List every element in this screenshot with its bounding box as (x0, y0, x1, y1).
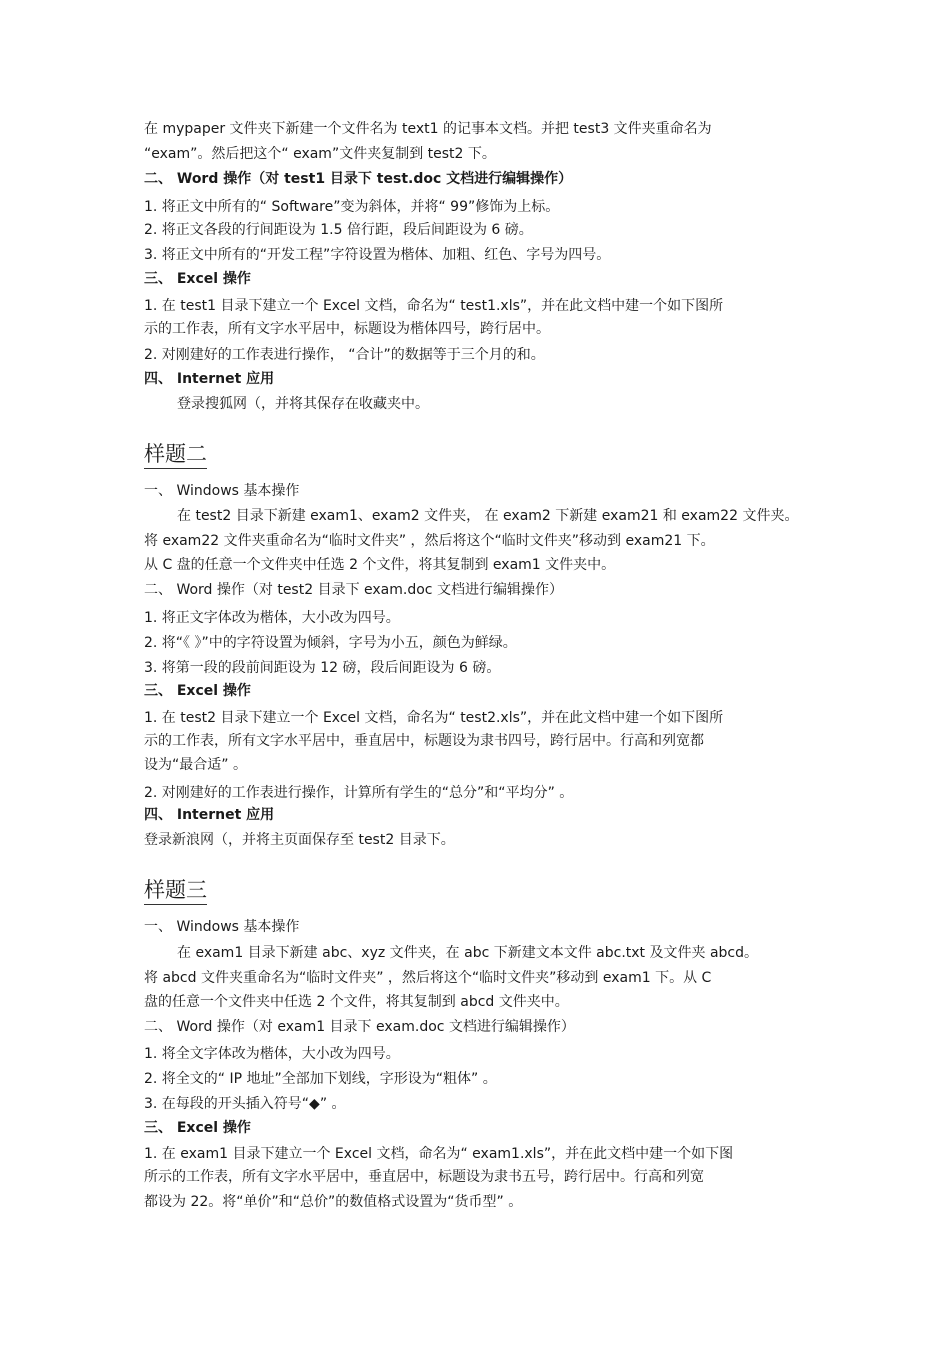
list-item: 都设为 22。将“单价”和“总价”的数值格式设置为“货币型” 。 (144, 1194, 523, 1210)
list-item: 2. 对刚建好的工作表进行操作，计算所有学生的“总分”和“平均分” 。 (144, 785, 574, 801)
list-item: 1. 在 exam1 目录下建立一个 Excel 文档，命名为“ exam1.xls”，并在此文档中建一个如下图 (144, 1146, 734, 1162)
list-item: 1. 将正文字体改为楷体，大小改为四号。 (144, 610, 400, 626)
list-item: 2. 将“《 》”中的字符设置为倾斜，字号为小五，颜色为鲜绿。 (144, 635, 517, 651)
section-heading-excel: 三、 Excel 操作 (144, 1120, 251, 1136)
list-item: 1. 在 test2 目录下建立一个 Excel 文档，命名为“ test2.xls”，并在此文档中建一个如下图所 (144, 710, 724, 726)
paragraph-line: 在 test2 目录下新建 exam1、exam2 文件夹， 在 exam2 下新建 exam21 和 exam22 文件夹。 (177, 508, 799, 524)
list-item: 所示的工作表，所有文字水平居中，垂直居中，标题设为隶书五号，跨行居中。行高和列宽 (144, 1169, 704, 1185)
paragraph-line: 盘的任意一个文件夹中任选 2 个文件，将其复制到 abcd 文件夹中。 (144, 994, 569, 1010)
list-item: 设为“最合适” 。 (144, 757, 247, 773)
section-heading-windows: 一、 Windows 基本操作 (144, 919, 300, 935)
section-heading-windows: 一、 Windows 基本操作 (144, 483, 300, 499)
list-item: 2. 将全文的“ IP 地址”全部加下划线，字形设为“粗体” 。 (144, 1071, 497, 1087)
section-heading-excel: 三、 Excel 操作 (144, 683, 251, 699)
list-item: 示的工作表，所有文字水平居中，标题设为楷体四号，跨行居中。 (144, 321, 550, 337)
section-heading-word: 二、 Word 操作（对 test2 目录下 exam.doc 文档进行编辑操作） (144, 582, 563, 598)
paragraph-line: 将 abcd 文件夹重命名为“临时文件夹” ，然后将这个“临时文件夹”移动到 exam1 下。从 C (144, 970, 712, 986)
section-heading-word: 二、 Word 操作（对 test1 目录下 test.doc 文档进行编辑操作） (144, 171, 573, 187)
paragraph-line: “exam”。然后把这个“ exam”文件夹复制到 test2 下。 (144, 146, 496, 162)
list-item: 3. 将第一段的段前间距设为 12 磅，段后间距设为 6 磅。 (144, 660, 501, 676)
section-heading-internet: 四、 Internet 应用 (144, 371, 275, 387)
list-item: 2. 对刚建好的工作表进行操作， “合计”的数据等于三个月的和。 (144, 347, 545, 363)
list-item: 1. 将正文中所有的“ Software”变为斜体，并将“ 99”修饰为上标。 (144, 199, 560, 215)
paragraph-line: 登录新浪网（，并将主页面保存至 test2 目录下。 (144, 832, 455, 848)
sample-title-3: 样题三 (144, 877, 207, 905)
section-heading-word: 二、 Word 操作（对 exam1 目录下 exam.doc 文档进行编辑操作） (144, 1019, 575, 1035)
paragraph-line: 在 mypaper 文件夹下新建一个文件名为 text1 的记事本文档。并把 test3 文件夹重命名为 (144, 121, 712, 137)
list-item: 示的工作表，所有文字水平居中，垂直居中，标题设为隶书四号，跨行居中。行高和列宽都 (144, 733, 704, 749)
list-item: 1. 将全文字体改为楷体，大小改为四号。 (144, 1046, 400, 1062)
list-item: 2. 将正文各段的行间距设为 1.5 倍行距，段后间距设为 6 磅。 (144, 222, 533, 238)
list-item: 3. 在每段的开头插入符号“◆” 。 (144, 1096, 346, 1112)
section-heading-internet: 四、 Internet 应用 (144, 807, 275, 823)
paragraph-line: 将 exam22 文件夹重命名为“临时文件夹” ，然后将这个“临时文件夹”移动到 exam21 下。 (144, 533, 715, 549)
paragraph-line: 登录搜狐网（，并将其保存在收藏夹中。 (177, 396, 429, 412)
paragraph-line: 在 exam1 目录下新建 abc、xyz 文件夹，在 abc 下新建文本文件 abc.txt 及文件夹 abcd。 (177, 945, 758, 961)
list-item: 3. 将正文中所有的“开发工程”字符设置为楷体、加粗、红色、字号为四号。 (144, 247, 611, 263)
paragraph-line: 从 C 盘的任意一个文件夹中任选 2 个文件，将其复制到 exam1 文件夹中。 (144, 557, 616, 573)
list-item: 1. 在 test1 目录下建立一个 Excel 文档，命名为“ test1.xls”，并在此文档中建一个如下图所 (144, 298, 724, 314)
sample-title-2: 样题二 (144, 441, 207, 469)
section-heading-excel: 三、 Excel 操作 (144, 271, 251, 287)
